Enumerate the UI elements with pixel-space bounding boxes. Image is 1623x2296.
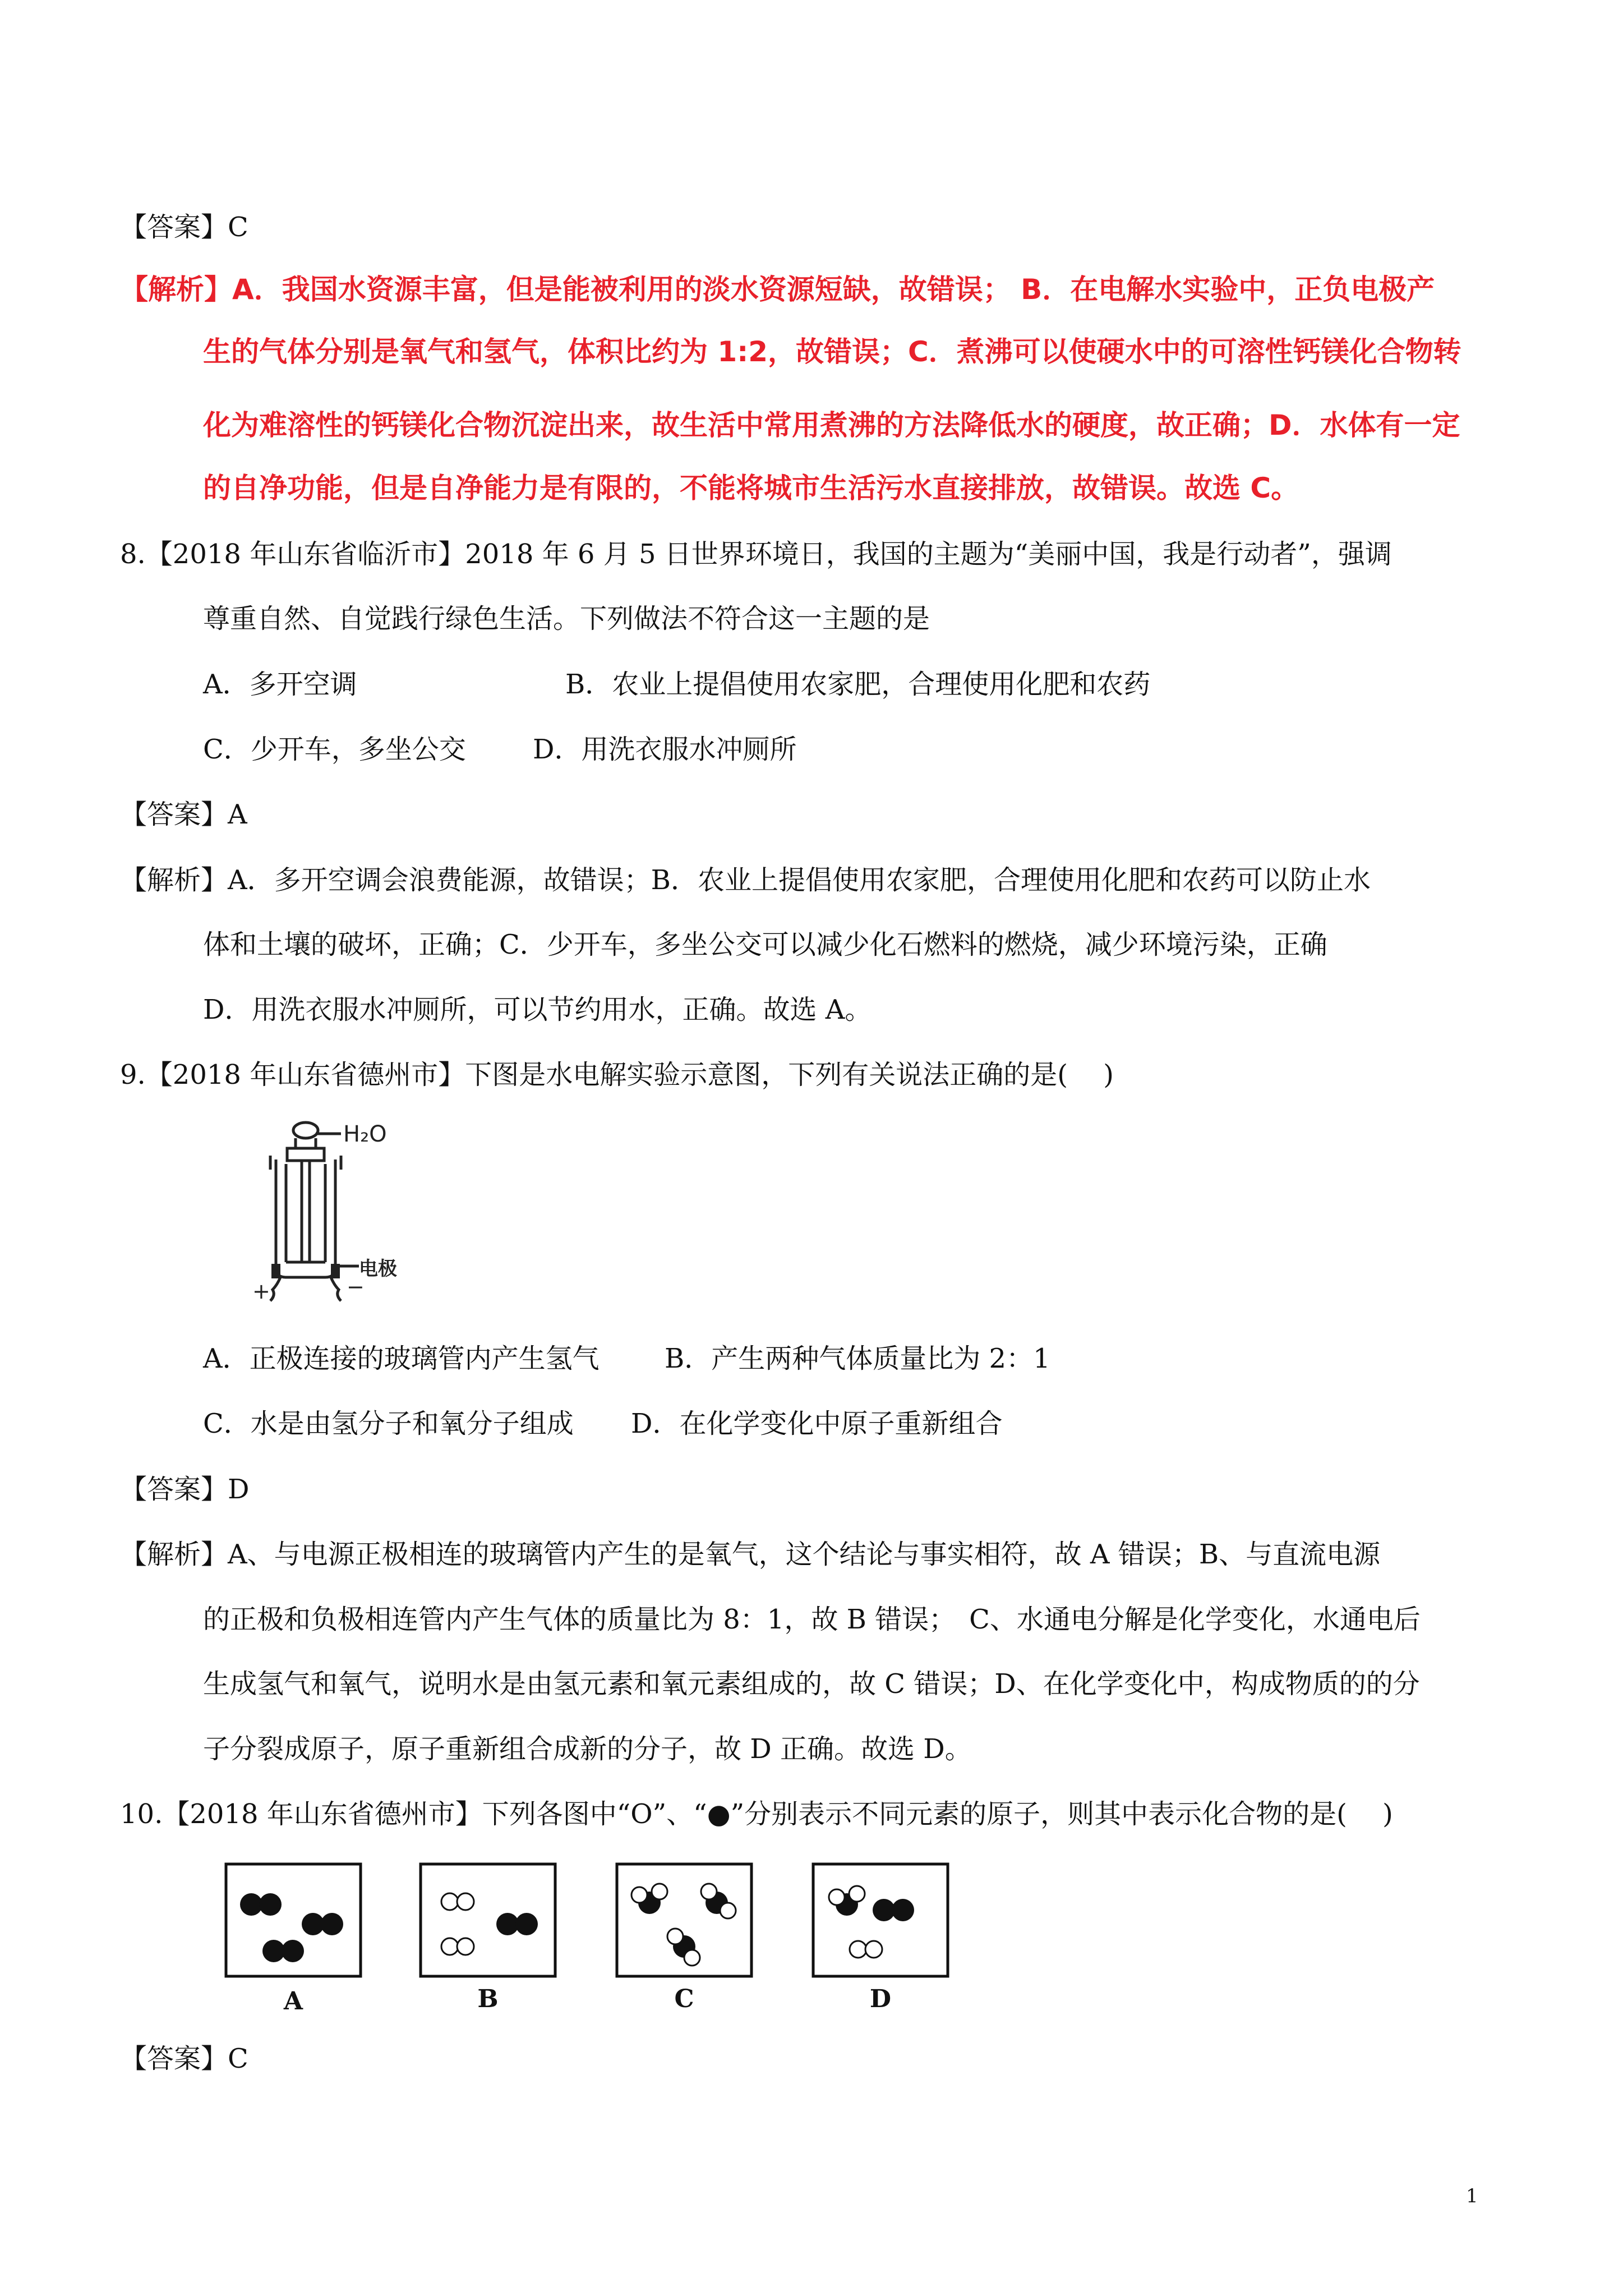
q8-stem-line-1: 8.【2018 年山东省临沂市】2018 年 6 月 5 日世界环境日，我国的主题为“美丽中国，我是行动者”，强调: [120, 539, 1392, 570]
box-label-b: B: [477, 1985, 499, 2013]
q9-analysis-line-2: 的正极和负极相连管内产生气体的质量比为 8：1，故 B 错误； C、水通电分解是化学变化，水通电后: [203, 1604, 1421, 1635]
q7-analysis-line-2: 生的气体分别是氧气和氢气，体积比约为 1:2，故错误；C．煮沸可以使硬水中的可溶性钙镁化合物转: [203, 335, 1461, 368]
molecule-box-c: [617, 1864, 751, 1976]
q8-answer: 【答案】A: [120, 799, 247, 830]
q8-analysis-line-2: 体和土壤的破坏，正确；C．少开车，多坐公交可以减少化石燃料的燃烧，减少环境污染，正确: [203, 929, 1327, 960]
q7-analysis-line-1: 【解析】A．我国水资源丰富，但是能被利用的淡水资源短缺，故错误； B．在电解水实验中，正负电极产: [120, 273, 1435, 306]
electrode-label: 电极: [359, 1258, 397, 1280]
box-label-c: C: [674, 1985, 694, 2013]
q8-stem-line-2: 尊重自然、自觉践行绿色生活。下列做法不符合这一主题的是: [203, 603, 930, 634]
q8-analysis-line-1: 【解析】A．多开空调会浪费能源，故错误；B．农业上提倡使用农家肥，合理使用化肥和农药可以防止水: [120, 864, 1371, 896]
q8-option-d: D．用洗衣服水冲厕所: [533, 734, 797, 765]
q8-option-a: A．多开空调: [203, 669, 357, 700]
right-electrode-icon: [331, 1264, 340, 1278]
page-number: 1: [1466, 2185, 1478, 2207]
molecule-box-b: [421, 1864, 555, 1976]
q7-analysis-line-3: 化为难溶性的钙镁化合物沉淀出来，故生活中常用煮沸的方法降低水的硬度，故正确；D．水体有一定: [203, 409, 1460, 441]
q9-analysis-line-1: 【解析】A、与电源正极相连的玻璃管内产生的是氧气，这个结论与事实相符，故 A 错误；B、与直流电源: [120, 1539, 1381, 1570]
q8-option-c: C．少开车，多坐公交: [203, 734, 466, 765]
q9-option-b: B．产生两种气体质量比为 2：1: [665, 1343, 1050, 1374]
molecule-diagrams-figure: [224, 1862, 970, 2019]
plus-label: +: [252, 1279, 270, 1304]
q8-option-b: B．农业上提倡使用农家肥，合理使用化肥和农药: [565, 669, 1151, 700]
q9-option-c: C．水是由氢分子和氧分子组成: [203, 1408, 574, 1439]
q9-stem: 9.【2018 年山东省德州市】下图是水电解实验示意图，下列有关说法正确的是( ): [120, 1059, 1114, 1091]
minus-label: −: [347, 1274, 365, 1299]
box-label-d: D: [869, 1985, 892, 2013]
q9-analysis-line-3: 生成氢气和氧气，说明水是由氢元素和氧元素组成的，故 C 错误；D、在化学变化中，构成物质的的分: [203, 1668, 1420, 1700]
q9-option-d: D．在化学变化中原子重新组合: [631, 1408, 1003, 1439]
q9-answer: 【答案】D: [120, 1474, 250, 1505]
q8-analysis-line-3: D．用洗衣服水冲厕所，可以节约用水，正确。故选 A。: [203, 994, 872, 1025]
left-electrode-icon: [271, 1264, 280, 1278]
q7-analysis-line-4: 的自净功能，但是自净能力是有限的，不能将城市生活污水直接排放，故错误。故选 C。: [203, 472, 1299, 504]
q7-answer: 【答案】C: [120, 211, 248, 243]
molecule-box-d: [813, 1864, 948, 1976]
q10-stem: 10.【2018 年山东省德州市】下列各图中“O”、“●”分别表示不同元素的原子，则其中表示化合物的是( ): [120, 1798, 1393, 1830]
q9-option-a: A．正极连接的玻璃管内产生氢气: [203, 1343, 600, 1374]
h2o-label: H₂O: [343, 1121, 387, 1147]
q10-answer: 【答案】C: [120, 2043, 248, 2074]
electrolysis-apparatus-figure: [241, 1114, 421, 1304]
q9-analysis-line-4: 子分裂成原子，原子重新组合成新的分子，故 D 正确。故选 D。: [203, 1733, 972, 1765]
box-label-a: A: [283, 1987, 303, 2016]
molecule-box-a: [226, 1864, 361, 1976]
